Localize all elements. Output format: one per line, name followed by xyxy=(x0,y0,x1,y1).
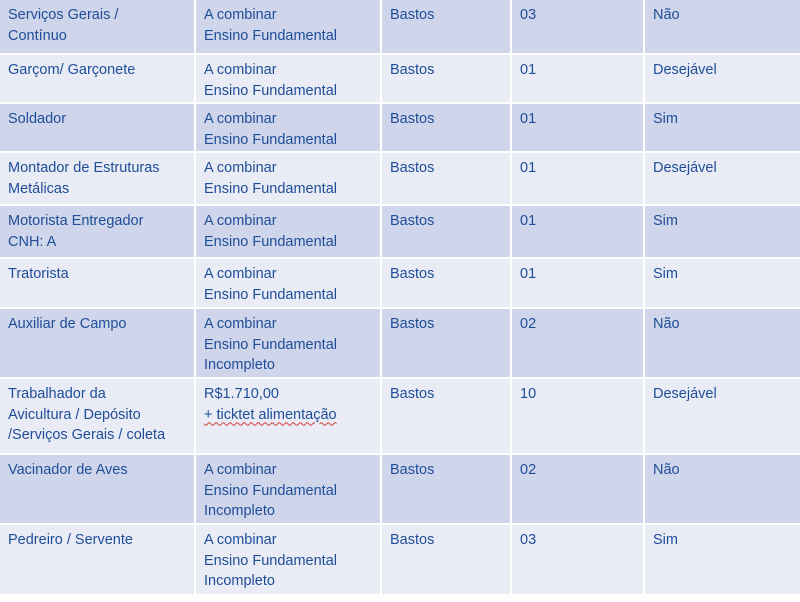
cell-experiencia: Desejável xyxy=(645,55,800,104)
cell-cargo xyxy=(0,55,196,104)
cargo-line: CNH: A xyxy=(8,233,57,250)
cargo-line: Vacinador de Aves xyxy=(8,462,128,478)
cell-cidade: Bastos xyxy=(382,55,512,104)
cargo-line: Pedreiro / Servente xyxy=(8,532,133,548)
cell-cargo xyxy=(0,153,196,206)
cell-experiencia: Sim xyxy=(645,104,800,153)
salario-line: Ensino Fundamental xyxy=(204,552,337,569)
cell-cargo xyxy=(0,206,196,259)
cargo-line: Garçom/ Garçonete xyxy=(8,62,136,78)
table-row xyxy=(0,104,800,153)
cell-cargo xyxy=(0,259,196,309)
salario-line: Incompleto xyxy=(204,503,275,519)
cell-vagas: 01 xyxy=(512,153,645,206)
cell-cidade: Bastos xyxy=(382,0,512,55)
cell-experiencia: Sim xyxy=(645,206,800,259)
cell-cargo xyxy=(0,104,196,153)
cell-experiencia: Sim xyxy=(645,525,800,596)
cell-cargo xyxy=(0,525,196,596)
cell-salario xyxy=(196,309,382,379)
salario-line: A combinar xyxy=(204,62,277,78)
cargo-line: Serviços Gerais / xyxy=(8,7,119,23)
cargo-line: Trabalhador da xyxy=(8,386,106,402)
cell-cidade: Bastos xyxy=(382,259,512,309)
salario-line: A combinar xyxy=(204,160,277,176)
cargo-line: Contínuo xyxy=(8,27,67,44)
table-row xyxy=(0,309,800,379)
cell-cargo xyxy=(0,309,196,379)
cell-vagas: 01 xyxy=(512,55,645,104)
cell-cidade: Bastos xyxy=(382,206,512,259)
table-row xyxy=(0,259,800,309)
cell-vagas: 02 xyxy=(512,309,645,379)
cargo-line: Auxiliar de Campo xyxy=(8,316,127,332)
cell-vagas: 03 xyxy=(512,525,645,596)
cell-salario xyxy=(196,259,382,309)
cell-salario xyxy=(196,55,382,104)
salario-line: A combinar xyxy=(204,266,277,282)
cell-experiencia: Não xyxy=(645,309,800,379)
cell-salario xyxy=(196,153,382,206)
cargo-line: Avicultura / Depósito xyxy=(8,406,141,423)
cell-experiencia: Não xyxy=(645,0,800,55)
salario-line: Ensino Fundamental xyxy=(204,131,337,148)
salario-line: Ensino Fundamental xyxy=(204,336,337,353)
cell-experiencia: Sim xyxy=(645,259,800,309)
cell-salario xyxy=(196,0,382,55)
cargo-line: Metálicas xyxy=(8,180,70,197)
salario-line: Ensino Fundamental xyxy=(204,482,337,499)
salario-line: A combinar xyxy=(204,213,277,229)
cell-vagas: 01 xyxy=(512,259,645,309)
salario-line: Incompleto xyxy=(204,357,275,373)
cargo-line: Soldador xyxy=(8,111,67,127)
cell-salario xyxy=(196,379,382,455)
cargo-line: Tratorista xyxy=(8,266,69,282)
cell-experiencia: Desejável xyxy=(645,379,800,455)
cell-cidade: Bastos xyxy=(382,309,512,379)
salario-line: Ensino Fundamental xyxy=(204,82,337,99)
cell-cidade: Bastos xyxy=(382,525,512,596)
cargo-line: Montador de Estruturas xyxy=(8,160,160,176)
salario-line: Incompleto xyxy=(204,573,275,589)
cargo-line: Motorista Entregador xyxy=(8,213,144,229)
salario-line: A combinar xyxy=(204,316,277,332)
cell-cidade: Bastos xyxy=(382,455,512,525)
cell-experiencia: Desejável xyxy=(645,153,800,206)
cell-vagas: 03 xyxy=(512,0,645,55)
salario-line: Ensino Fundamental xyxy=(204,286,337,303)
table-row xyxy=(0,455,800,525)
cell-vagas: 02 xyxy=(512,455,645,525)
cell-cargo xyxy=(0,0,196,55)
cell-salario xyxy=(196,206,382,259)
cell-salario xyxy=(196,525,382,596)
table-row xyxy=(0,0,800,55)
cell-cidade: Bastos xyxy=(382,104,512,153)
salario-line: A combinar xyxy=(204,462,277,478)
salario-line: A combinar xyxy=(204,111,277,127)
salario-line: Ensino Fundamental xyxy=(204,233,337,250)
cargo-line: /Serviços Gerais / coleta xyxy=(8,427,166,443)
cell-vagas: 10 xyxy=(512,379,645,455)
cell-vagas: 01 xyxy=(512,206,645,259)
cell-salario xyxy=(196,455,382,525)
cell-cargo xyxy=(0,455,196,525)
table-row xyxy=(0,153,800,206)
cell-salario xyxy=(196,104,382,153)
table-row xyxy=(0,379,800,455)
salario-line: Ensino Fundamental xyxy=(204,180,337,197)
salario-line: A combinar xyxy=(204,7,277,23)
table-row xyxy=(0,206,800,259)
table-row xyxy=(0,55,800,104)
cell-cidade: Bastos xyxy=(382,153,512,206)
salario-line: + ticktet alimentação xyxy=(204,406,337,423)
cell-cargo xyxy=(0,379,196,455)
cell-cidade: Bastos xyxy=(382,379,512,455)
cell-experiencia: Não xyxy=(645,455,800,525)
salario-line: R$1.710,00 xyxy=(204,386,279,402)
salario-line: Ensino Fundamental xyxy=(204,27,337,44)
cell-vagas: 01 xyxy=(512,104,645,153)
salario-line: A combinar xyxy=(204,532,277,548)
table-row xyxy=(0,525,800,596)
